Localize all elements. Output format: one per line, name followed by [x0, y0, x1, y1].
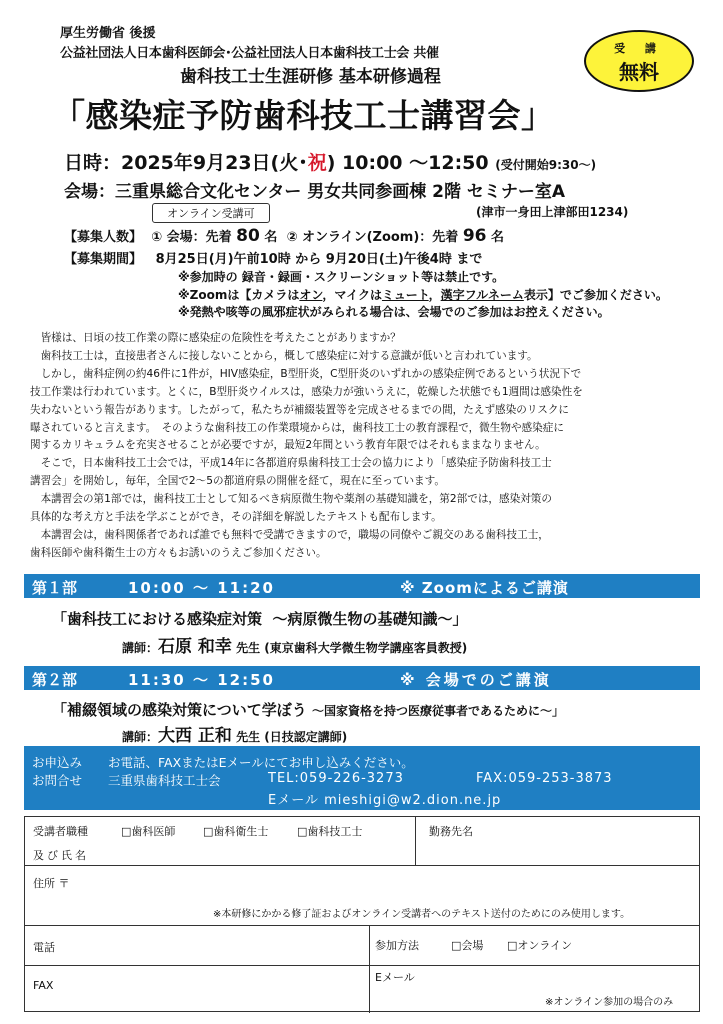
part1-title-sub: ～病原微生物の基礎知識～」: [272, 610, 468, 628]
contact-box: [24, 746, 700, 810]
date-prefix: 日時：2025年9月23日(火･: [64, 152, 308, 174]
registration-form: [24, 816, 700, 1012]
phone-label: 電話: [33, 941, 55, 954]
part1-lecturer: [122, 632, 467, 657]
note-zoom-name: 漢字フルネーム: [440, 288, 524, 302]
reception-time: (受付開始9:30～): [495, 158, 597, 172]
note-zoom-mic: ミュート: [381, 288, 429, 302]
endorsement: 厚生労働省 後援: [60, 26, 156, 41]
form-divider: [25, 925, 699, 926]
note-fever: ※発熱や咳等の風邪症状がみられる場合は、会場でのご参加はお控えください。: [178, 305, 610, 319]
apply-label: お申込み: [32, 755, 83, 770]
form-divider: [369, 925, 370, 1013]
occupation-hygienist-checkbox[interactable]: □歯科衛生士: [203, 825, 269, 838]
part1-time: 10:00 ～ 11:20: [128, 579, 275, 597]
form-divider: [25, 865, 699, 866]
part1-lecturer-affiliation: 先生 (東京歯科大学微生物学講座客員教授): [231, 641, 468, 655]
part2-title-main: 「補綴領域の感染対策について学ぼう: [52, 701, 307, 719]
recruit-venue: ① 会場：先着: [151, 230, 232, 245]
intro-line: 失わないという報告があります。したがって，私たちが補綴装置等を完成させるまでの間，たえず感染のリスクに: [30, 403, 570, 416]
venue-line: 会場：三重県総合文化センター 男女共同参画棟 2階 セミナー室A: [64, 182, 566, 202]
recruit-label: 【募集人数】: [64, 230, 143, 245]
occupation-technician-checkbox[interactable]: □歯科技工士: [297, 825, 363, 838]
free-badge-line2: 無料: [619, 60, 659, 84]
note-zoom: [178, 286, 668, 303]
name-label: 及び氏名: [33, 849, 89, 862]
contact-email: Eメール mieshigi@w2.dion.ne.jp: [268, 793, 502, 808]
part2-lecturer-name: 大西 正和: [158, 726, 232, 746]
date-line: [64, 148, 596, 175]
recruit-venue-count: 80: [236, 226, 260, 246]
intro-line: 本講習会は，歯科関係者であれば誰でも無料で受講できますので，職場の同僚やご親交のある歯科技工士，: [30, 528, 549, 541]
privacy-note: ※本研修にかかる修了証およびオンライン受講者へのテキスト送付のためにのみ使用します。: [213, 909, 631, 920]
part2-lecturer-prefix: 講師：: [122, 730, 159, 744]
email-label: Eメール: [375, 971, 415, 984]
period-line: [64, 248, 482, 267]
note-zoom-camera: オン: [299, 288, 323, 302]
cosponsor-line: 公益社団法人日本歯科医師会･公益社団法人日本歯科技工士会 共催: [60, 46, 439, 61]
note-zoom-a: ※Zoomは【カメラは: [178, 288, 300, 302]
part1-lecturer-prefix: 講師：: [122, 641, 159, 655]
intro-line: 歯科医師や歯科衛生士の方々もお誘いのうえご参加ください。: [30, 546, 327, 559]
intro-line: 歯科技工士は，直接患者さんに接しないことから，概して感染症に対する意識が低いと言われています。: [30, 349, 538, 362]
apply-text: お電話、FAXまたはEメールにてお申し込みください。: [108, 755, 414, 770]
part2-time: 11:30 ～ 12:50: [128, 671, 275, 689]
part2-lecturer: [122, 721, 347, 746]
part1-bar: [24, 574, 700, 598]
free-badge: [584, 30, 694, 92]
recruit-unit1: 名: [264, 230, 278, 245]
recruit-online-count: 96: [462, 226, 487, 246]
method-venue-checkbox[interactable]: □会場: [451, 939, 484, 952]
method-label: 参加方法: [375, 939, 419, 952]
tel-number: TEL:059-226-3273: [268, 771, 404, 786]
inquiry-label: お問合せ: [32, 773, 83, 788]
date-suffix: ) 10:00 ～12:50: [326, 152, 489, 174]
period-label: 【募集期間】: [64, 252, 143, 267]
fax-label: FAX: [33, 979, 54, 992]
form-divider: [25, 965, 699, 966]
intro-line: 曝されていると言えます。 そのような歯科技工の作業環境からは，歯科技工士の教育課程で，微生物や感染症に: [30, 421, 564, 434]
intro-text: [30, 330, 698, 563]
part1-title-main: 「歯科技工における感染症対策: [52, 610, 263, 628]
part2-title: [52, 699, 564, 720]
occupation-dentist-checkbox[interactable]: □歯科医師: [121, 825, 176, 838]
recruit-online: ② オンライン(Zoom)：先着: [286, 230, 459, 245]
address-label: 住所 〒: [33, 877, 70, 890]
venue-address: (津市一身田上津部田1234): [476, 205, 629, 219]
part1-title: [52, 608, 467, 629]
intro-line: しかし，歯科症例の約46件に1件が，HIV感染症，B型肝炎，C型肝炎のいずれかの感染症例であるという状況下で: [30, 367, 582, 380]
part2-label: 第２部: [32, 671, 78, 689]
occupation-label: 受講者職種: [33, 825, 88, 838]
online-only-note: ※オンライン参加の場合のみ: [545, 997, 674, 1008]
online-badge: オンライン受講可: [152, 203, 270, 223]
part2-mode: ※ 会場でのご講演: [400, 671, 552, 689]
workplace-label: 勤務先名: [429, 825, 473, 838]
intro-line: そこで，日本歯科技工士会では，平成14年に各都道府県歯科技工士会の協力により「感染症予防歯科技工士: [30, 457, 552, 470]
note-recording: ※参加時の 録音・録画・スクリーンショット等は禁止です。: [178, 270, 505, 284]
note-zoom-c: ，マイクは: [322, 288, 382, 302]
part2-title-sub: ～国家資格を持つ医療従事者であるために～」: [311, 704, 564, 718]
method-online-checkbox[interactable]: □オンライン: [507, 939, 573, 952]
note-zoom-e: ，: [428, 288, 441, 302]
intro-line: 本講習会の第1部では，歯科技工士として知るべき病原微生物や薬剤の基礎知識を，第2部では，感染対策の: [30, 493, 552, 506]
recruit-line: [64, 226, 504, 246]
intro-line: 技工作業は行われています。とくに，B型肝炎ウイルスは，感染力が強いうえに，乾燥した状態でも1週間は感染性を: [30, 385, 583, 398]
part2-bar: [24, 666, 700, 690]
part1-lecturer-name: 石原 和幸: [158, 637, 232, 657]
fax-number: FAX:059-253-3873: [476, 771, 613, 786]
free-badge-line1: 受 講: [614, 42, 664, 55]
part1-mode: ※ Zoomによるご講演: [400, 579, 569, 597]
part1-label: 第１部: [32, 579, 78, 597]
part2-lecturer-affiliation: 先生 (日技認定講師): [231, 730, 348, 744]
course-name: 歯科技工士生涯研修 基本研修過程: [180, 67, 441, 87]
recruit-unit2: 名: [491, 230, 505, 245]
intro-line: 具体的な考え方と手法を学ぶことができ，その詳細を解説したテキストも配布します。: [30, 511, 442, 524]
holiday-mark: 祝: [307, 152, 327, 174]
page-title: 「感染症予防歯科技工士講習会」: [52, 96, 555, 135]
org-name: 三重県歯科技工士会: [108, 773, 221, 788]
form-divider: [415, 817, 416, 865]
intro-line: 皆様は、日頃の技工作業の際に感染症の危険性を考えたことがありますか？: [30, 332, 401, 344]
intro-line: 関するカリキュラムを充実させることが必要ですが，最短2年間という教育年限ではそれもままなりません。: [30, 439, 546, 452]
intro-line: 講習会」を開始し，毎年，全国で2～5の都道府県の開催を経て，現在に至っています。: [30, 475, 445, 488]
period-text: 8月25日(月)午前10時 から 9月20日(土)午後4時 まで: [155, 252, 483, 267]
note-zoom-g: 表示】でご参加ください。: [523, 288, 668, 302]
